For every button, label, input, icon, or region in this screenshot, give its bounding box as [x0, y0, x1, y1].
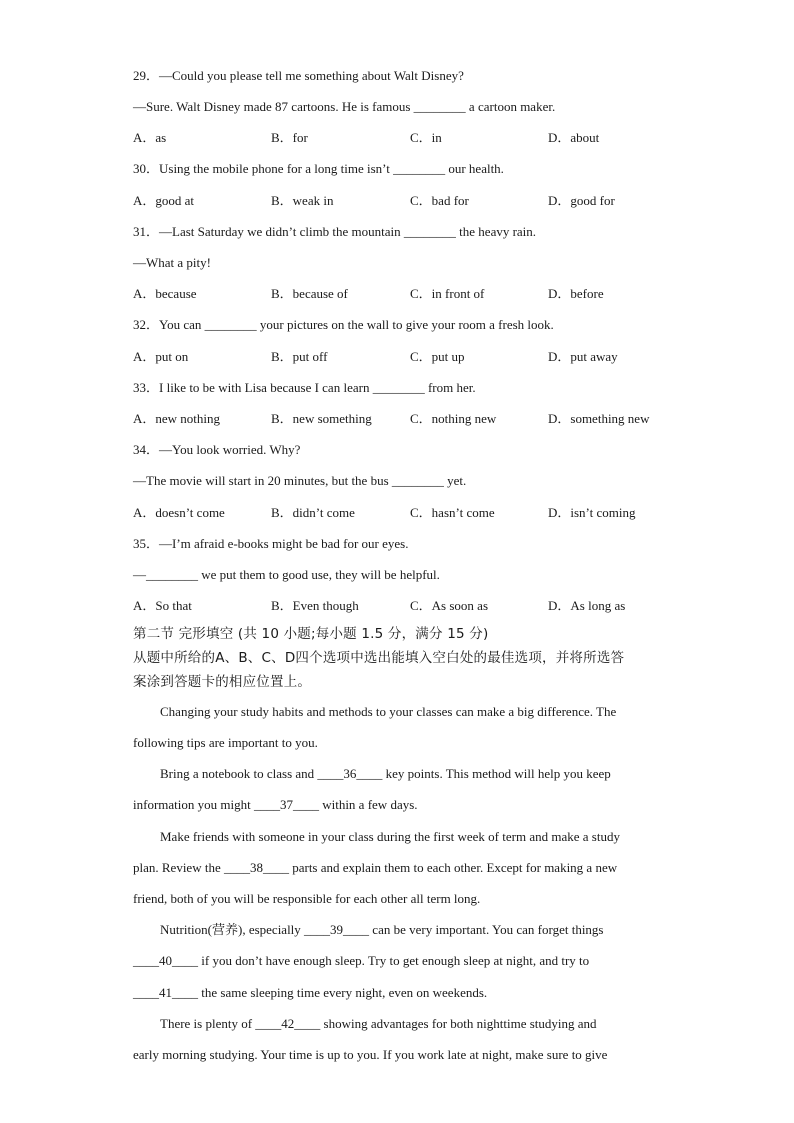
question-30-stem: 30．Using the mobile phone for a long time isn’t ________ our health.	[133, 161, 504, 176]
question-29-option-a: A．as	[133, 130, 167, 145]
question-29-option-d: D．about	[548, 130, 600, 145]
question-34-option-b: B．didn’t come	[271, 505, 355, 520]
question-33-option-a: A．new nothing	[133, 411, 221, 426]
question-32-option-b: B．put off	[271, 349, 328, 364]
question-33-stem: 33．I like to be with Lisa because I can learn ________ from her.	[133, 380, 476, 395]
passage-line-9: ____40____ if you don’t have enough sleep. Try to get enough sleep at night, and try to	[133, 953, 590, 968]
question-29-stem-reply: —Sure. Walt Disney made 87 cartoons. He is famous ________ a cartoon maker.	[133, 99, 556, 114]
question-32-option-d: D．put away	[548, 349, 618, 364]
question-31-option-a: A．because	[133, 286, 197, 301]
question-35-option-b: B．Even though	[271, 598, 359, 613]
question-35-option-c: C．As soon as	[410, 598, 489, 613]
question-29-option-b: B．for	[271, 130, 308, 145]
question-33-option-c: C．nothing new	[410, 411, 497, 426]
passage-line-3: Bring a notebook to class and ____36____ key points. This method will help you keep	[160, 766, 611, 781]
section-instructions-line-1: 从题中所给的A、B、C、D四个选项中选出能填入空白处的最佳选项，并将所选答	[133, 650, 625, 666]
question-31-stem-reply: —What a pity!	[133, 255, 211, 270]
question-34-option-a: A．doesn’t come	[133, 505, 225, 520]
passage-line-1: Changing your study habits and methods to your classes can make a big difference. The	[160, 704, 617, 719]
question-29-stem: 29．—Could you please tell me something about Walt Disney?	[133, 68, 464, 83]
question-34-option-d: D．isn’t coming	[548, 505, 636, 520]
passage-line-4: information you might ____37____ within a few days.	[133, 797, 418, 812]
question-31-option-b: B．because of	[271, 286, 348, 301]
question-35-option-d: D．As long as	[548, 598, 626, 613]
passage-line-12: early morning studying. Your time is up to you. If you work late at night, make sure to give	[133, 1047, 608, 1062]
question-35-option-a: A．So that	[133, 598, 192, 613]
passage-line-2: following tips are important to you.	[133, 735, 318, 750]
section-instructions-line-2: 案涂到答题卡的相应位置上。	[133, 674, 312, 690]
question-35-stem: 35．—I’m afraid e-books might be bad for our eyes.	[133, 536, 409, 551]
passage-line-7: friend, both of you will be responsible for each other all term long.	[133, 891, 481, 906]
section-heading: 第二节 完形填空 (共 10 小题;每小题 1.5 分，满分 15 分)	[133, 626, 489, 642]
question-30-option-c: C．bad for	[410, 193, 469, 208]
passage-line-8: Nutrition(营养), especially ____39____ can be very important. You can forget things	[160, 922, 604, 937]
question-35-stem-reply: —________ we put them to good use, they will be helpful.	[133, 567, 440, 582]
passage-line-5: Make friends with someone in your class during the first week of term and make a study	[160, 829, 620, 844]
question-31-option-d: D．before	[548, 286, 604, 301]
question-32-option-c: C．put up	[410, 349, 465, 364]
question-32-option-a: A．put on	[133, 349, 189, 364]
question-30-option-d: D．good for	[548, 193, 615, 208]
question-29-option-c: C．in	[410, 130, 442, 145]
question-31-stem: 31．—Last Saturday we didn’t climb the mountain ________ the heavy rain.	[133, 224, 537, 239]
question-32-stem: 32．You can ________ your pictures on the wall to give your room a fresh look.	[133, 317, 554, 332]
question-33-option-d: D．something new	[548, 411, 650, 426]
question-34-stem: 34．—You look worried. Why?	[133, 442, 301, 457]
question-34-stem-reply: —The movie will start in 20 minutes, but the bus ________ yet.	[133, 473, 467, 488]
passage-line-11: There is plenty of ____42____ showing advantages for both nighttime studying and	[160, 1016, 597, 1031]
passage-line-10: ____41____ the same sleeping time every night, even on weekends.	[133, 985, 488, 1000]
question-33-option-b: B．new something	[271, 411, 372, 426]
question-30-option-b: B．weak in	[271, 193, 334, 208]
question-30-option-a: A．good at	[133, 193, 195, 208]
question-31-option-c: C．in front of	[410, 286, 485, 301]
question-34-option-c: C．hasn’t come	[410, 505, 495, 520]
passage-line-6: plan. Review the ____38____ parts and explain them to each other. Except for making a new	[133, 860, 618, 875]
